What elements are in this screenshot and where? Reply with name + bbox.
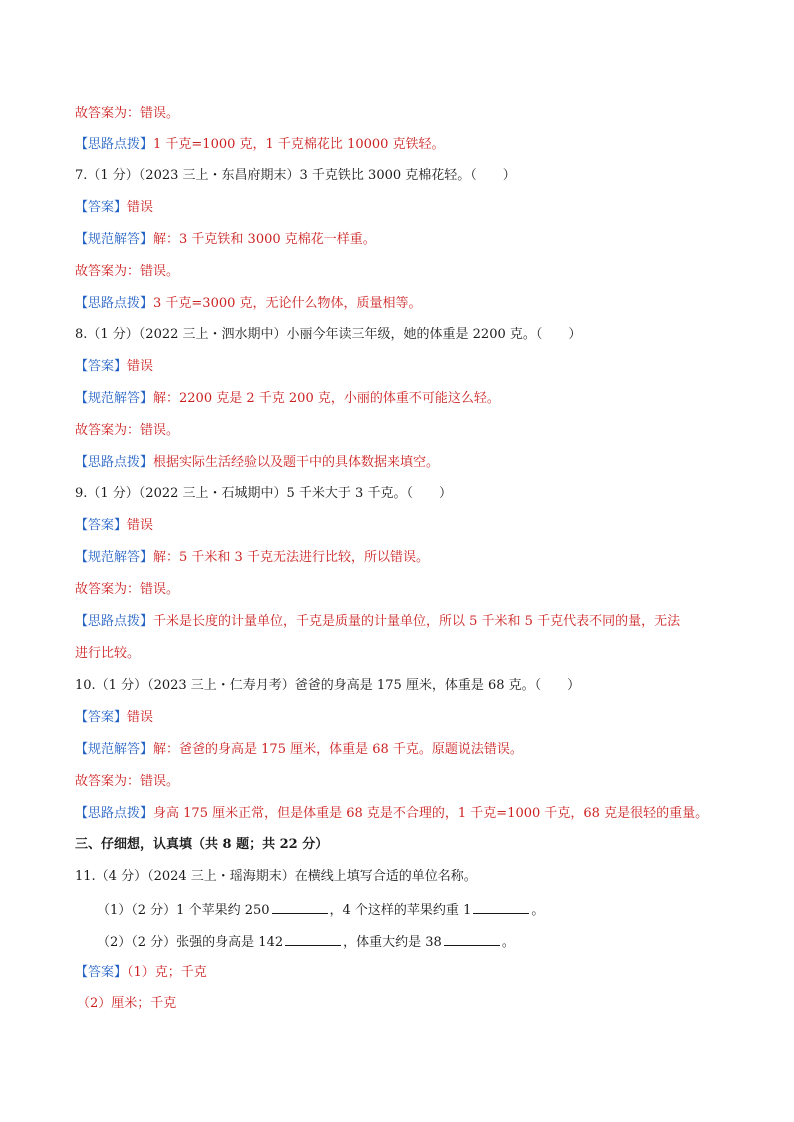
- answer-text-continued: （2）厘米；千克: [77, 996, 177, 1011]
- question-11-part-1: [97, 900, 544, 920]
- hint-label: 【思路点拨】: [75, 296, 154, 311]
- part-text: 。: [501, 935, 515, 950]
- question-11-part-2: [97, 932, 515, 952]
- conclusion-text: 故答案为：错误。: [75, 774, 180, 789]
- solution-line: [75, 741, 523, 759]
- conclusion-text: 故答案为：错误。: [75, 106, 180, 121]
- question-11-stem: 11.（4 分）（2024 三上・瑶海期末）在横线上填写合适的单位名称。: [75, 869, 477, 884]
- solution-text: 解：5 千米和 3 千克无法进行比较，所以错误。: [153, 550, 429, 565]
- solution-label: 【规范解答】: [75, 232, 154, 247]
- part-text: 。: [531, 903, 545, 918]
- answer-line: [75, 517, 153, 535]
- conclusion-text: 故答案为：错误。: [75, 423, 180, 438]
- hint-text: 根据实际生活经验以及题干中的具体数据来填空。: [153, 455, 440, 470]
- answer-line: [75, 964, 207, 982]
- answer-text: 错误: [127, 710, 154, 725]
- conclusion-text: 故答案为：错误。: [75, 264, 180, 279]
- hint-text: 千米是长度的计量单位，千克是质量的计量单位，所以 5 千米和 5 千克代表不同的量，无法: [153, 614, 681, 629]
- hint-text-continued: 进行比较。: [75, 646, 141, 661]
- section-3-title: 三、仔细想，认真填（共 8 题；共 22 分）: [75, 837, 329, 852]
- hint-label: 【思路点拨】: [75, 806, 154, 821]
- hint-label: 【思路点拨】: [75, 614, 154, 629]
- answer-text: 错误: [127, 518, 154, 533]
- hint-line: [75, 295, 422, 313]
- fill-blank: [285, 932, 341, 946]
- hint-line: [75, 136, 445, 154]
- part-text: ，体重大约是 38: [343, 935, 442, 950]
- question-7-stem: 7.（1 分）（2023 三上・东昌府期末）3 千克铁比 3000 克棉花轻。（ ）: [75, 168, 516, 183]
- solution-line: [75, 390, 500, 408]
- fill-blank: [272, 900, 328, 914]
- hint-text: 1 千克=1000 克，1 千克棉花比 10000 克铁轻。: [153, 137, 445, 152]
- answer-label: 【答案】: [75, 518, 128, 533]
- answer-line: [75, 358, 153, 376]
- hint-line: [75, 613, 680, 631]
- hint-line: [75, 805, 708, 823]
- fill-blank: [473, 900, 529, 914]
- solution-label: 【规范解答】: [75, 742, 154, 757]
- answer-label: 【答案】: [75, 965, 128, 980]
- answer-line: [75, 199, 153, 217]
- answer-label: 【答案】: [75, 200, 128, 215]
- part-text: （2）（2 分）张强的身高是 142: [97, 935, 284, 950]
- question-10-stem: 10.（1 分）（2023 三上・仁寿月考）爸爸的身高是 175 厘米，体重是 68 克。（ ）: [75, 678, 581, 693]
- solution-text: 解：2200 克是 2 千克 200 克，小丽的体重不可能这么轻。: [153, 391, 500, 406]
- part-text: ，4 个这样的苹果约重 1: [329, 903, 472, 918]
- conclusion-text: 故答案为：错误。: [75, 582, 180, 597]
- hint-line: [75, 454, 439, 472]
- answer-label: 【答案】: [75, 359, 128, 374]
- solution-text: 解：3 千克铁和 3000 克棉花一样重。: [153, 232, 376, 247]
- hint-label: 【思路点拨】: [75, 137, 154, 152]
- part-text: （1）（2 分）1 个苹果约 250: [97, 903, 270, 918]
- hint-label: 【思路点拨】: [75, 455, 154, 470]
- answer-text: 错误: [127, 200, 154, 215]
- solution-line: [75, 549, 429, 567]
- solution-label: 【规范解答】: [75, 391, 154, 406]
- fill-blank: [444, 932, 500, 946]
- answer-text: （1）克；千克: [127, 965, 207, 980]
- answer-label: 【答案】: [75, 710, 128, 725]
- question-9-stem: 9.（1 分）（2022 三上・石城期中）5 千米大于 3 千克。（ ）: [75, 486, 452, 501]
- solution-text: 解：爸爸的身高是 175 厘米，体重是 68 千克。原题说法错误。: [153, 742, 523, 757]
- answer-text: 错误: [127, 359, 154, 374]
- hint-text: 身高 175 厘米正常，但是体重是 68 克是不合理的，1 千克=1000 千克，68 克是很轻的重量。: [153, 806, 709, 821]
- hint-text: 3 千克=3000 克，无论什么物体，质量相等。: [153, 296, 422, 311]
- solution-label: 【规范解答】: [75, 550, 154, 565]
- solution-line: [75, 231, 376, 249]
- question-8-stem: 8.（1 分）（2022 三上・泗水期中）小丽今年读三年级，她的体重是 2200 克。（ ）: [75, 327, 582, 342]
- answer-line: [75, 709, 153, 727]
